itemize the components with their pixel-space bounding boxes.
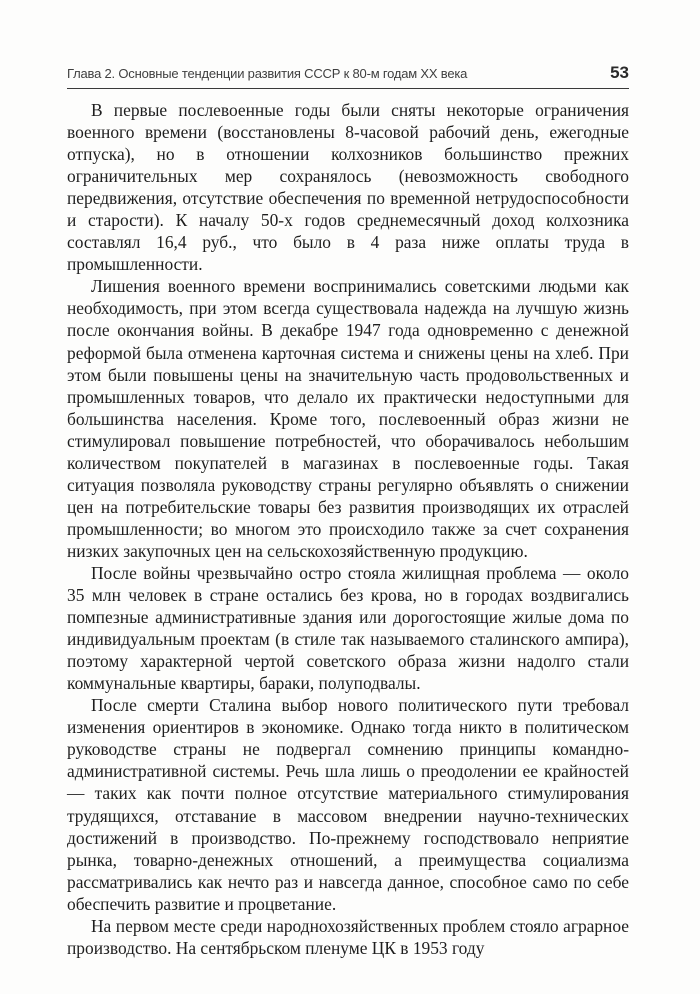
paragraph: После смерти Сталина выбор нового политического пути требовал изменения ориентиров в экономике. Однако тогда никто в политическом руководстве страны не подвергал сомнению принципы командно-административной системы. Речь шла лишь о преодолении ее крайностей — таких как почти полное отсутствие материального стимулирования трудящихся, отставание в массовом внедрении научно-технических достижений в производство. По-прежнему господствовало неприятие рынка, товарно-денежных отношений, а преимущества социализма рассматривались как нечто раз и навсегда данное, способное само по себе обеспечить развитие и процветание. [67,695,629,914]
paragraph: В первые послевоенные годы были сняты некоторые ограничения военного времени (восстановлены 8-часовой рабочий день, ежегодные отпуска), но в отношении колхозников большинство прежних ограничительных мер сохранялось (невозможность свободного передвижения, отсутствие обеспечения по временной нетрудоспособности и старости). К началу 50-х годов среднемесячный доход колхозника составлял 16,4 руб., что было в 4 раза ниже оплаты труда в промышленности. [67,100,629,275]
paragraph: После войны чрезвычайно остро стояла жилищная проблема — около 35 млн человек в стране остались без крова, но в городах воздвигались помпезные административные здания или дорогостоящие жилые дома по индивидуальным проектам (в стиле так называемого сталинского ампира), поэтому характерной чертой советского образа жизни надолго стали коммунальные квартиры, бараки, полуподвалы. [67,562,629,694]
running-header [67,64,629,89]
paragraph: Лишения военного времени воспринимались советскими людьми как необходимость, при этом всегда существовала надежда на лучшую жизнь после окончания войны. В декабре 1947 года одновременно с денежной реформой была отменена карточная система и снижены цены на хлеб. При этом были повышены цены на значительную часть продовольственных и промышленных товаров, что делало их практически недоступными для большинства населения. Кроме того, послевоенный образ жизни не стимулировал повышение потребностей, что оборачивалось небольшим количеством покупателей в магазинах в послевоенные годы. Такая ситуация позволяла руководству страны регулярно объявлять о снижении цен на потребительские товары без развития производящих их отраслей промышленности; во многом это происходило также за счет сохранения низких закупочных цен на сельскохозяйственную продукцию. [67,276,629,561]
paragraph: На первом месте среди народнохозяйственных проблем стояло аграрное производство. На сентябрьском пленуме ЦК в 1953 году [67,915,629,958]
page-number: 53 [610,63,629,82]
body-text [67,99,629,959]
chapter-title: Глава 2. Основные тенденции развития СССР к 80-м годам XX века [67,66,468,81]
